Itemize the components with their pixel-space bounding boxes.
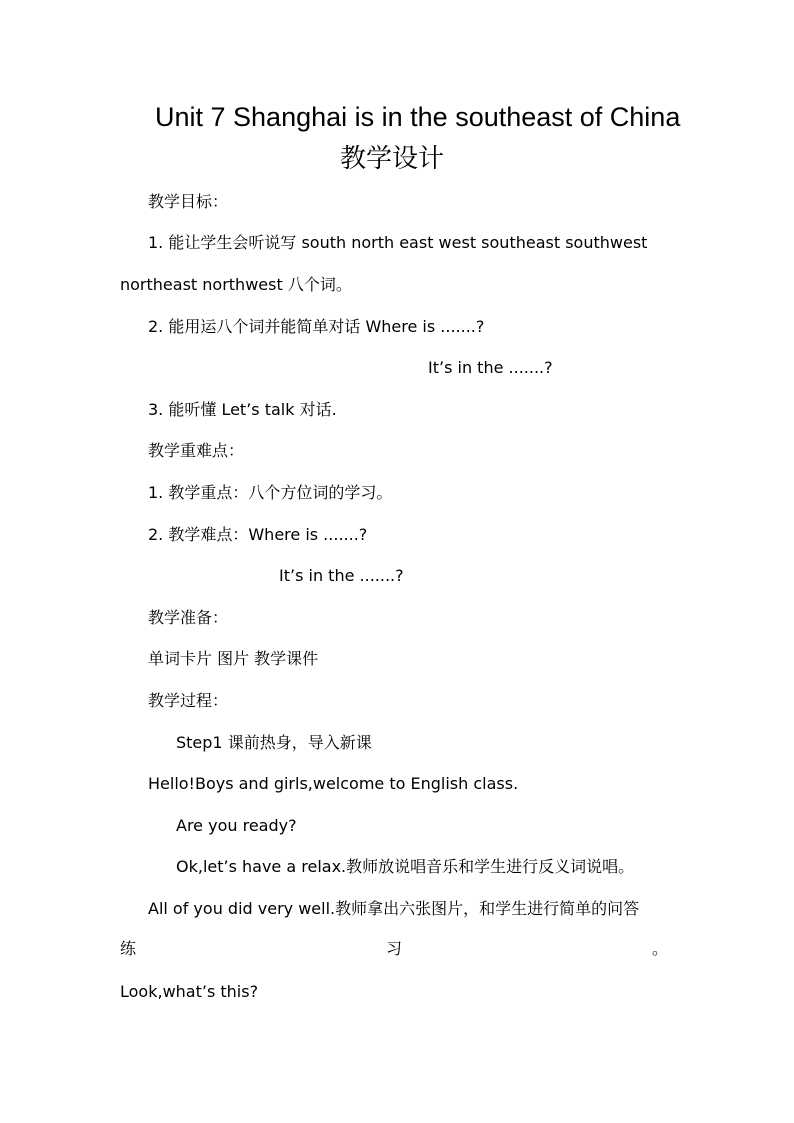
keypoint-2-line2: It’s in the .......? bbox=[279, 566, 404, 585]
paragraph-relax: Ok,let’s have a relax.教师放说唱音乐和学生进行反义词说唱。 bbox=[176, 857, 635, 876]
keypoint-1: 1. 教学重点：八个方位词的学习。 bbox=[148, 483, 393, 502]
objective-2-line2: It’s in the .......? bbox=[428, 358, 553, 377]
keypoints-heading: 教学重难点： bbox=[148, 441, 245, 460]
step1-heading: Step1 课前热身，导入新课 bbox=[176, 733, 372, 752]
document-title: Unit 7 Shanghai is in the southeast of China bbox=[155, 102, 681, 132]
prep-heading: 教学准备： bbox=[148, 608, 229, 627]
objective-1-line1: 1. 能让学生会听说写 south north east west southeast southwest bbox=[148, 233, 648, 252]
paragraph-ready: Are you ready? bbox=[176, 816, 297, 835]
objective-3: 3. 能听懂 Let’s talk 对话. bbox=[148, 400, 337, 419]
objectives-heading: 教学目标： bbox=[148, 192, 229, 211]
document-subtitle: 教学设计 bbox=[340, 144, 445, 174]
paragraph-allofyou-line2 bbox=[120, 939, 668, 959]
objective-2-line1: 2. 能用运八个词并能简单对话 Where is .......? bbox=[148, 317, 485, 336]
paragraph-allofyou-line2-part-c: 。 bbox=[651, 939, 668, 958]
paragraph-allofyou-line2-part-a: 练 bbox=[120, 939, 137, 958]
process-heading: 教学过程： bbox=[148, 691, 229, 710]
keypoint-2-line1: 2. 教学难点：Where is .......? bbox=[148, 525, 368, 544]
paragraph-hello: Hello!Boys and girls,welcome to English class. bbox=[148, 774, 519, 793]
prep-items: 单词卡片 图片 教学课件 bbox=[148, 649, 319, 668]
paragraph-allofyou-line1: All of you did very well.教师拿出六张图片，和学生进行简单的问答 bbox=[148, 899, 640, 918]
paragraph-look: Look,what’s this? bbox=[120, 982, 259, 1001]
objective-1-line2: northeast northwest 八个词。 bbox=[120, 275, 352, 294]
paragraph-allofyou-line2-part-b: 习 bbox=[385, 939, 402, 958]
